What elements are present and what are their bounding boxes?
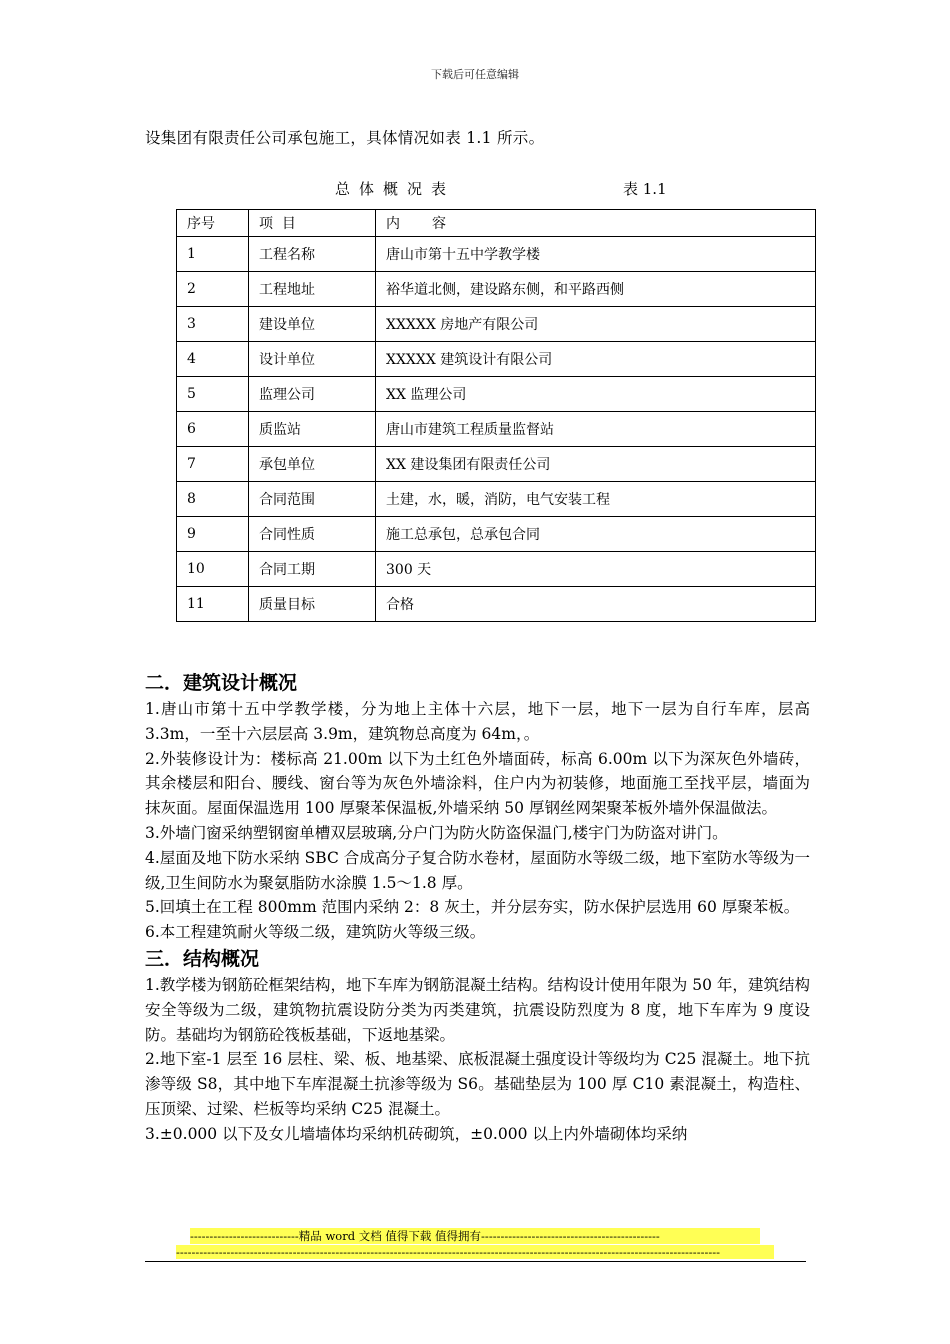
row-index-cell: 1 [177,237,249,272]
section-paragraph: 1.教学楼为钢筋砼框架结构，地下车库为钢筋混凝土结构。结构设计使用年限为 50 年，建筑结构安全等级为二级，建筑物抗震设防分类为丙类建筑，抗震设防烈度为 8 度，地下车库为 9 度设防。基础均为钢筋砼筏板基础，下返地基梁。 [145,975,810,1044]
table-row [177,552,816,587]
header-cell-index: 序号 [177,210,249,237]
section-paragraph: 5.回填土在工程 800mm 范围内采纳 2：8 灰土，并分层夯实，防水保护层选用 60 厚聚苯板。 [145,898,800,917]
row-item-cell: 合同性质 [249,517,376,552]
row-index-cell: 6 [177,412,249,447]
row-content-cell: 唐山市第十五中学教学楼 [376,237,816,272]
intro-text: 设集团有限责任公司承包施工，具体情况如表 1.1 所示。 [145,129,545,147]
row-item-cell: 质监站 [249,412,376,447]
row-content-cell: 施工总承包，总承包合同 [376,517,816,552]
row-index-cell: 10 [177,552,249,587]
table-row [177,517,816,552]
row-index-cell: 4 [177,342,249,377]
table-number: 表 1.1 [623,180,667,198]
row-content-cell: XX 监理公司 [376,377,816,412]
section-paragraph: 1.唐山市第十五中学教学楼，分为地上主体十六层，地下一层，地下一层为自行车库，层高 3.3m，一至十六层层高 3.9m，建筑物总高度为 64m，。 [145,700,810,743]
section-heading: 二．建筑设计概况 [145,672,298,694]
row-index-cell: 3 [177,307,249,342]
table-row [177,412,816,447]
page-header-note: 下载后可任意编辑 [431,68,519,81]
row-item-cell: 设计单位 [249,342,376,377]
row-item-cell: 合同范围 [249,482,376,517]
row-index-cell: 7 [177,447,249,482]
section-paragraph: 4.屋面及地下防水采纳 SBC 合成高分子复合防水卷材，屋面防水等级二级，地下室防水等级为一级,卫生间防水为聚氨脂防水涂膜 1.5～1.8 厚。 [145,848,810,892]
row-item-cell: 工程地址 [249,272,376,307]
row-content-cell: 合格 [376,587,816,622]
row-item-cell: 合同工期 [249,552,376,587]
footer-banner: ----------------------------精品 word 文档 值得下载 值得拥有---------------------------------------------- [190,1228,760,1244]
table-row [177,307,816,342]
footer-dashes: -------------------------------------------------------------------------------------------------------------------------------------------- [176,1245,774,1259]
table-caption [145,178,815,200]
header-cell-content: 内容 [376,210,816,237]
row-content-cell: XX 建设集团有限责任公司 [376,447,816,482]
table-row [177,587,816,622]
row-index-cell: 8 [177,482,249,517]
table-title: 总体概况表 [335,180,456,198]
row-content-cell: 土建，水，暖，消防，电气安装工程 [376,482,816,517]
section-paragraph: 2.地下室-1 层至 16 层柱、梁、板、地基梁、底板混凝土强度设计等级均为 C25 混凝土。地下抗渗等级 S8，其中地下车库混凝土抗渗等级为 S6。基础垫层为 100 厚 C10 素混凝土，构造柱、压顶梁、过梁、栏板等均采纳 C25 混凝土。 [145,1050,810,1118]
row-item-cell: 承包单位 [249,447,376,482]
table-row [177,342,816,377]
section-heading: 三．结构概况 [145,947,260,970]
document-body [145,669,810,1147]
overview-table [176,209,816,622]
section-paragraph: 3.±0.000 以下及女儿墙墙体均采纳机砖砌筑，±0.000 以上内外墙砌体均采纳 [145,1124,688,1143]
row-index-cell: 2 [177,272,249,307]
table-row [177,482,816,517]
table-row [177,377,816,412]
row-index-cell: 11 [177,587,249,622]
row-item-cell: 监理公司 [249,377,376,412]
row-content-cell: XXXXX 房地产有限公司 [376,307,816,342]
row-content-cell: 唐山市建筑工程质量监督站 [376,412,816,447]
row-content-cell: 裕华道北侧，建设路东侧，和平路西侧 [376,272,816,307]
section-paragraph: 2.外装修设计为：楼标高 21.00m 以下为土红色外墙面砖，标高 6.00m 以下为深灰色外墙砖，其余楼层和阳台、腰线、窗台等为灰色外墙涂料，住户内为初装修，地面施工至找平层，墙面为抹灰面。屋面保温选用 100 厚聚苯保温板,外墙采纳 50 厚钢丝网架聚苯板外墙外保温做法。 [145,749,810,818]
row-index-cell: 5 [177,377,249,412]
row-item-cell: 建设单位 [249,307,376,342]
section-paragraph: 6.本工程建筑耐火等级二级，建筑防火等级三级。 [145,923,486,942]
row-content-cell: 300 天 [376,552,816,587]
footer-rule [145,1261,806,1262]
table-header-row [177,210,816,237]
table-row [177,272,816,307]
row-content-cell: XXXXX 建筑设计有限公司 [376,342,816,377]
row-item-cell: 工程名称 [249,237,376,272]
row-item-cell: 质量目标 [249,587,376,622]
section-paragraph: 3.外墙门窗采纳塑钢窗单槽双层玻璃,分户门为防火防盗保温门,楼宇门为防盗对讲门。 [145,823,728,842]
header-cell-item: 项 目 [249,210,376,237]
table-row [177,447,816,482]
row-index-cell: 9 [177,517,249,552]
sections-container [145,669,810,1147]
table-row [177,237,816,272]
